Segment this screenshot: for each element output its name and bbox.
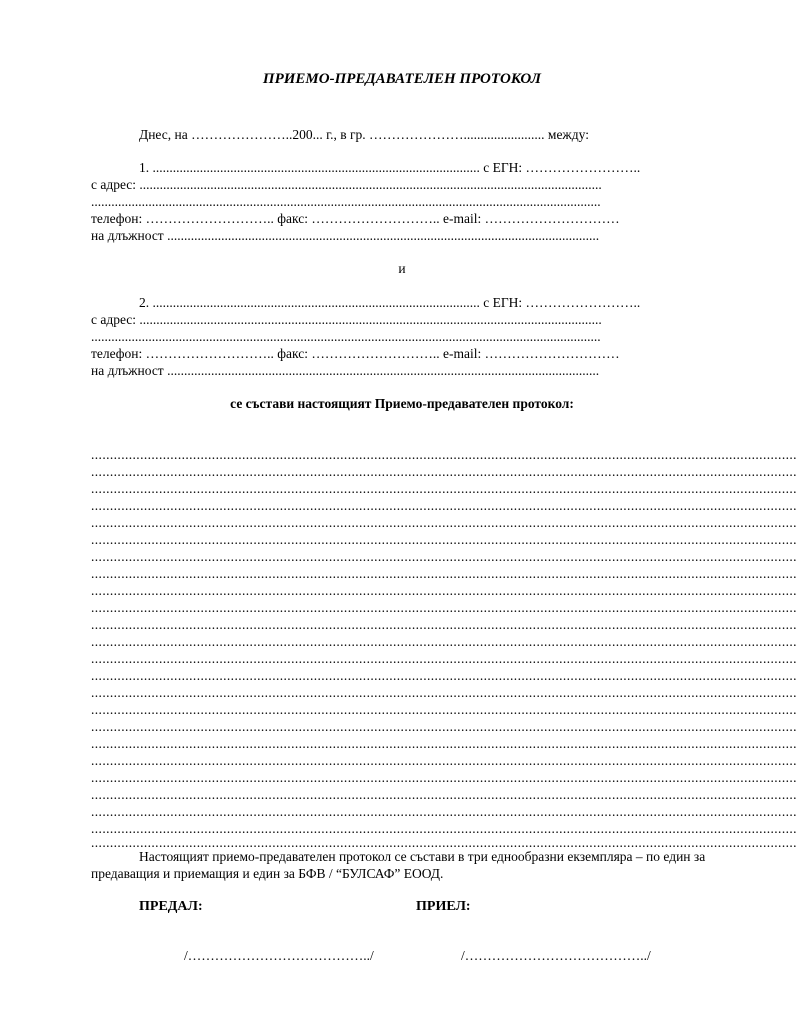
party2-contacts-line: телефон: ……………………….. факс: ……………………….. e-mail: ………………………… — [91, 346, 620, 361]
handed-over-label: ПРЕДАЛ: — [139, 899, 203, 914]
dotted-line: ........................................................................................................................................................................................... — [91, 804, 797, 819]
document-title: ПРИЕМО-ПРЕДАВАТЕЛЕН ПРОТОКОЛ — [262, 71, 542, 87]
dotted-line: ........................................................................................................................................................................................... — [91, 753, 797, 768]
dotted-line: ........................................................................................................................................................................................... — [91, 685, 797, 700]
dotted-line: ........................................................................................................................................................................................... — [91, 464, 797, 479]
party1-name-line: 1. ................................................................................................. с ЕГН: …………………….. — [139, 160, 641, 175]
party1-address-line: с адрес: ......................................................................................................................................... — [91, 177, 602, 192]
party2-name-line: 2. ................................................................................................. с ЕГН: …………………….. — [139, 295, 641, 310]
party2-address-line: с адрес: ......................................................................................................................................... — [91, 312, 602, 327]
dotted-line: ........................................................................................................................................................................................... — [91, 583, 797, 598]
party1-position-line: на длъжност ................................................................................................................................ — [91, 228, 600, 243]
dotted-line: ........................................................................................................................................................................................... — [91, 600, 797, 615]
dotted-line: ........................................................................................................................................................................................... — [91, 719, 797, 734]
dotted-line: ........................................................................................................................................................................................... — [91, 566, 797, 581]
dotted-line: ........................................................................................................................................................................................... — [91, 821, 797, 836]
dotted-line: ........................................................................................................................................................................................... — [91, 634, 797, 649]
dotted-line: ........................................................................................................................................................................................... — [91, 736, 797, 751]
party2-position-line: на длъжност ................................................................................................................................ — [91, 363, 600, 378]
dotted-line: ........................................................................................................................................................................................... — [91, 668, 797, 683]
dotted-line: ........................................................................................................................................................................................... — [91, 498, 797, 513]
party1-contacts-line: телефон: ……………………….. факс: ……………………….. e-mail: ………………………… — [91, 211, 620, 226]
signature-line-left: /…………………………………../ — [184, 948, 374, 963]
dotted-line: ........................................................................................................................................................................................... — [91, 515, 797, 530]
dotted-line: ........................................................................................................................................................................................... — [91, 447, 797, 462]
dotted-line: ........................................................................................................................................................................................... — [91, 549, 797, 564]
conjunction-text: и — [398, 261, 406, 276]
dotted-line: ........................................................................................................................................................................................... — [91, 617, 797, 632]
date-line: Днес, на …………………..200... г., в гр. …………………........................ между: — [139, 127, 589, 142]
dotted-line: ........................................................................................................................................................................................... — [91, 835, 797, 850]
party2-address-continuation: ....................................................................................................................................................... — [91, 329, 601, 344]
subheading: се състави настоящият Приемо-предавателен протокол: — [230, 396, 574, 411]
dotted-line: ........................................................................................................................................................................................... — [91, 702, 797, 717]
dotted-line: ........................................................................................................................................................................................... — [91, 532, 797, 547]
dotted-line: ........................................................................................................................................................................................... — [91, 787, 797, 802]
dotted-line: ........................................................................................................................................................................................... — [91, 651, 797, 666]
closing-paragraph: Настоящият приемо-предавателен протокол се състави в три еднообразни екземпляра – по един за предаващия и приемащия и един за БФВ / “БУЛСАФ” ЕООД. — [91, 849, 706, 881]
dotted-line: ........................................................................................................................................................................................... — [91, 770, 797, 785]
received-label: ПРИЕЛ: — [416, 899, 471, 914]
signature-line-right: /…………………………………../ — [461, 948, 651, 963]
party1-address-continuation: ....................................................................................................................................................... — [91, 194, 601, 209]
dotted-line: ........................................................................................................................................................................................... — [91, 481, 797, 496]
